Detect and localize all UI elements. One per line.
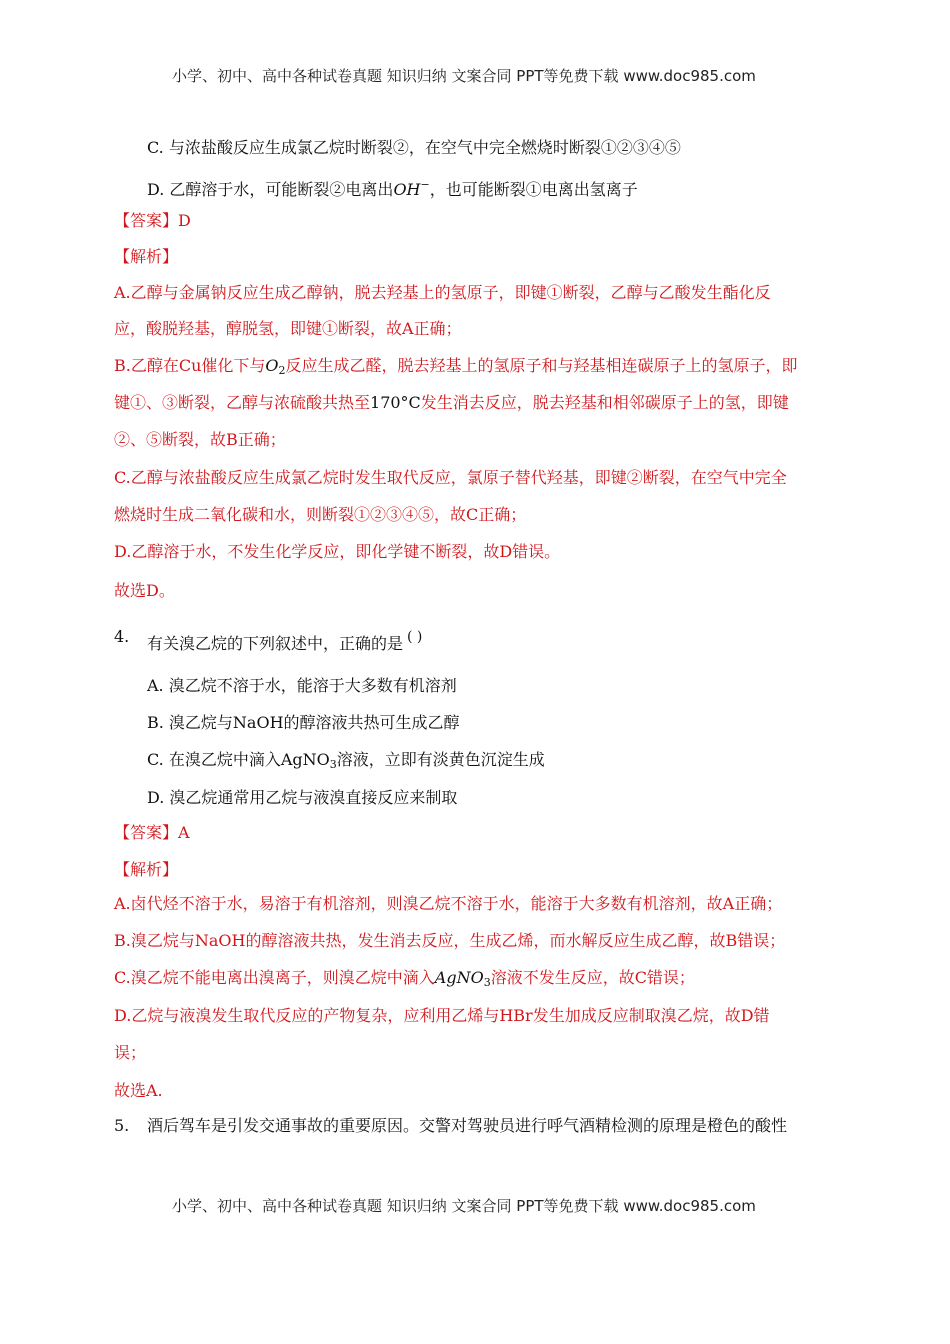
q4-analysis-d-line2: 误； <box>114 1043 147 1062</box>
q4-analysis-b: B.溴乙烷与NaOH的醇溶液共热，发生消去反应，生成乙烯，而水解反应生成乙醇，故B错误； <box>114 931 786 950</box>
q4-analysis-label: 【解析】 <box>114 860 179 879</box>
q3-analysis-label: 【解析】 <box>114 247 179 266</box>
q3-answer: 【答案】D <box>114 211 191 230</box>
q3-option-d: D. 乙醇溶于水，可能断裂②电离出OH−，也可能断裂①电离出氢离子 <box>147 178 638 199</box>
q4-conclusion: 故选A. <box>114 1081 163 1100</box>
q3-analysis-c-line2: 燃烧时生成二氧化碳和水，则断裂①②③④⑤，故C正确； <box>114 505 527 524</box>
q3-analysis-a-line1: A.乙醇与金属钠反应生成乙醇钠，脱去羟基上的氢原子，即键①断裂，乙醇与乙酸发生酯化反 <box>114 283 771 302</box>
q3-analysis-b-line3: ②、⑤断裂，故B正确； <box>114 430 286 449</box>
q4-analysis-a: A.卤代烃不溶于水，易溶于有机溶剂，则溴乙烷不溶于水，能溶于大多数有机溶剂，故A正确； <box>114 894 783 913</box>
q4-option-d: D. 溴乙烷通常用乙烷与液溴直接反应来制取 <box>147 788 458 807</box>
q4-stem: 有关溴乙烷的下列叙述中，正确的是 ( ) <box>147 629 423 653</box>
q3-analysis-b-line2: 键①、③断裂，乙醇与浓硫酸共热至170°C发生消去反应，脱去羟基和相邻碳原子上的氢，即键 <box>114 393 789 412</box>
q4-analysis-d-line1: D.乙烷与液溴发生取代反应的产物复杂，应利用乙烯与HBr发生加成反应制取溴乙烷，故D错 <box>114 1006 770 1025</box>
q3-analysis-b-line1: B.乙醇在Cu催化下与$O_2$反应生成乙醛，脱去羟基上的氢原子和与羟基相连碳原子上的氢原子，即 <box>114 356 798 377</box>
page-footer: 小学、初中、高中各种试卷真题 知识归纳 文案合同 PPT等免费下载 www.doc985.com <box>172 1197 756 1215</box>
page-header: 小学、初中、高中各种试卷真题 知识归纳 文案合同 PPT等免费下载 www.doc985.com <box>172 67 756 85</box>
q3-analysis-c-line1: C.乙醇与浓盐酸反应生成氯乙烷时发生取代反应，氯原子替代羟基，即键②断裂，在空气中完全 <box>114 468 787 487</box>
q5-stem: 酒后驾车是引发交通事故的重要原因。交警对驾驶员进行呼气酒精检测的原理是橙色的酸性 <box>147 1116 788 1135</box>
q3-analysis-d-line1: D.乙醇溶于水，不发生化学反应，即化学键不断裂，故D错误。 <box>114 542 561 561</box>
q5-number: 5. <box>114 1116 130 1135</box>
q4-option-b: B. 溴乙烷与NaOH的醇溶液共热可生成乙醇 <box>147 713 460 732</box>
q4-answer: 【答案】A <box>114 823 190 842</box>
q4-option-a: A. 溴乙烷不溶于水，能溶于大多数有机溶剂 <box>147 676 457 695</box>
q3-option-c: C. 与浓盐酸反应生成氯乙烷时断裂②，在空气中完全燃烧时断裂①②③④⑤ <box>147 138 681 157</box>
q3-analysis-a-line2: 应，酸脱羟基，醇脱氢，即键①断裂，故A正确； <box>114 319 462 338</box>
q4-analysis-c: C.溴乙烷不能电离出溴离子，则溴乙烷中滴入AgNO$_3$溶液不发生反应，故C错误； <box>114 968 695 989</box>
q3-conclusion: 故选D。 <box>114 581 175 600</box>
q4-number: 4. <box>114 627 130 646</box>
q4-option-c: C. 在溴乙烷中滴入AgNO$_3$溶液，立即有淡黄色沉淀生成 <box>147 750 545 771</box>
